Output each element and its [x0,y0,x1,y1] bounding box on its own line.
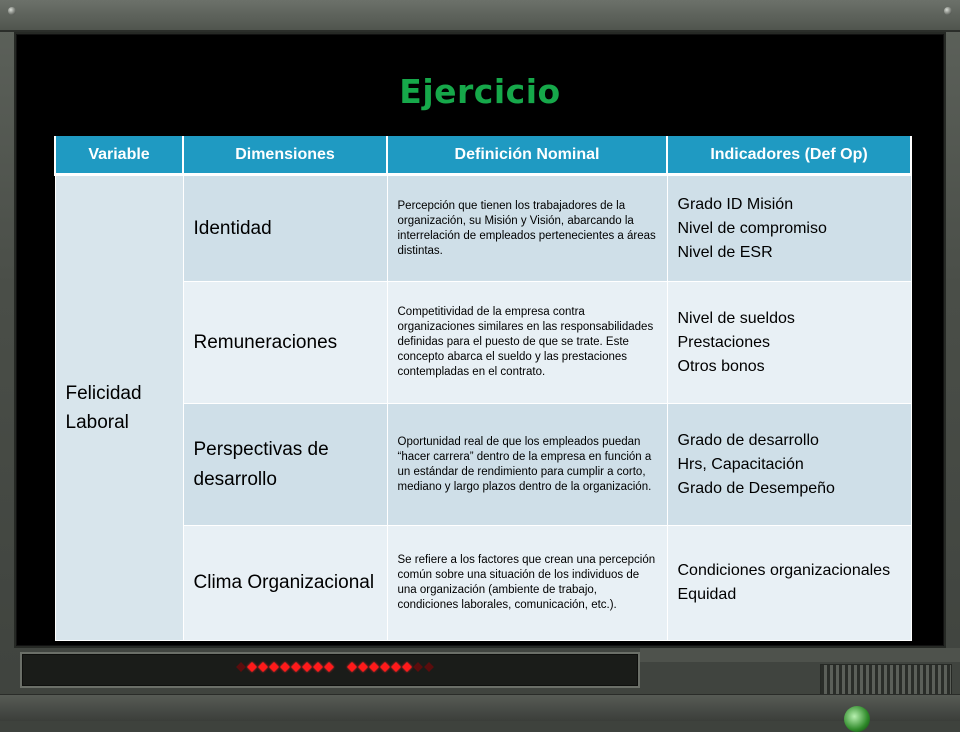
led-icon [291,662,301,672]
indicator-item: Prestaciones [677,333,770,351]
vent-grille [820,664,952,696]
dimension-cell: Clima Organizacional [183,526,387,641]
frame-top-strip [0,0,960,32]
indicators-cell [667,175,911,282]
definition-cell: Se refiere a los factores que crean una percepción común sobre una situación de los individuos de una organización (ambiente de trabajo, condiciones laborales, comunicación, etc.). [387,526,667,641]
led-indicator-strip [236,662,435,674]
frame-right-panel [640,648,960,662]
led-icon [424,662,434,672]
indicator-item: Grado ID Misión [677,195,794,213]
variables-table [54,136,912,641]
led-icon [280,662,290,672]
variable-cell: Felicidad Laboral [55,175,183,641]
rivet-icon [944,7,952,15]
table-header-row [55,136,911,175]
indicator-item: Condiciones organizacionales [677,562,891,579]
led-icon [369,662,379,672]
indicator-item: Nivel de ESR [677,243,773,261]
led-icon [402,662,412,672]
header-variable: Variable [55,136,183,175]
led-icon [247,662,257,672]
indicator-item: Nivel de compromiso [677,219,827,237]
header-dimensiones: Dimensiones [183,136,387,175]
led-icon [236,662,246,672]
dimension-cell: Identidad [183,175,387,282]
indicators-cell [667,526,911,641]
rivet-icon [8,7,16,15]
slide-screen [14,32,946,648]
table-row [55,282,911,404]
indicator-item: Grado de desarrollo [677,431,819,449]
indicators-cell [667,404,911,526]
led-icon [380,662,390,672]
indicator-item: Otros bonos [677,357,765,375]
led-icon [347,662,357,672]
definition-cell: Oportunidad real de que los empleados puedan “hacer carrera” dentro de la empresa en función a un estándar de rendimiento para cumplir a corto, mediano y largo plazos dentro de la organización. [387,404,667,526]
dimension-cell: Perspectivas de desarrollo [183,404,387,526]
indicator-item: Hrs, Capacitación [677,455,804,473]
table-row [55,175,911,282]
indicator-item: Equidad [677,586,737,603]
frame-bottom-edge [0,694,960,721]
led-icon [413,662,423,672]
indicators-cell [667,282,911,404]
led-icon [258,662,268,672]
led-icon [313,662,323,672]
header-indicadores: Indicadores (Def Op) [667,136,911,175]
table-row [55,404,911,526]
led-icon [269,662,279,672]
table-row [55,526,911,641]
led-icon [302,662,312,672]
led-icon [358,662,368,672]
green-knob-icon[interactable] [844,706,870,732]
dimension-cell: Remuneraciones [183,282,387,404]
definition-cell: Competitividad de la empresa contra organizaciones similares en las responsabilidades definidas para el puesto de que se trate. Este concepto abarca el sueldo y las prestaciones contempladas en el contrato. [387,282,667,404]
definition-cell: Percepción que tienen los trabajadores de la organización, su Misión y Visión, abarcando la interrelación de empleados pertenecientes a áreas distintas. [387,175,667,282]
led-icon [391,662,401,672]
indicator-item: Grado de Desempeño [677,479,835,497]
header-definicion-nominal: Definición Nominal [387,136,667,175]
slide-title: Ejercicio [399,72,561,111]
led-icon [324,662,334,672]
indicator-item: Nivel de sueldos [677,309,795,327]
